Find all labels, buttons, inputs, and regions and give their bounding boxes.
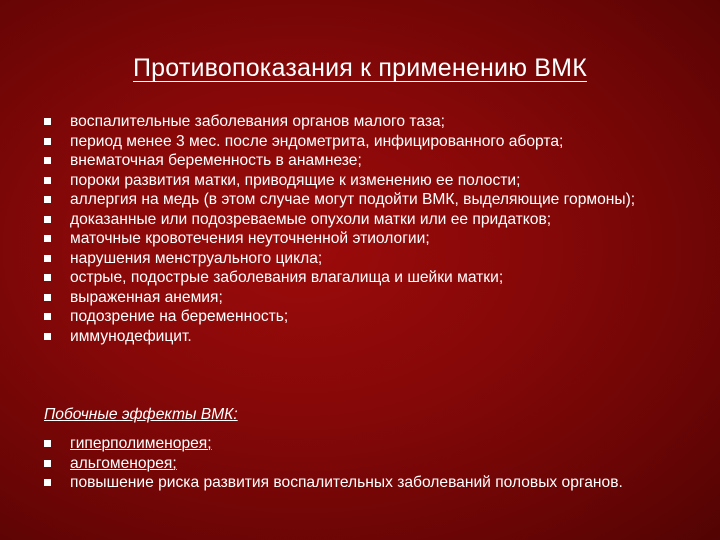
list-item: подозрение на беременность;: [44, 307, 644, 327]
list-item: доказанные или подозреваемые опухоли матки или ее придатков;: [44, 210, 644, 230]
list-item: повышение риска развития воспалительных заболеваний половых органов.: [44, 473, 644, 493]
list-item: внематочная беременность в анамнезе;: [44, 151, 644, 171]
contraindications-list: [44, 112, 644, 346]
slide-title: Противопоказания к применению ВМК: [133, 54, 587, 82]
list-item: аллергия на медь (в этом случае могут подойти ВМК, выделяющие гормоны);: [44, 190, 644, 210]
square-bullet-icon: [44, 460, 51, 467]
list-item: альгоменорея;: [44, 454, 644, 474]
square-bullet-icon: [44, 177, 51, 184]
list-item: воспалительные заболевания органов малого таза;: [44, 112, 644, 132]
square-bullet-icon: [44, 118, 51, 125]
list-item: гиперполименорея;: [44, 434, 644, 454]
square-bullet-icon: [44, 294, 51, 301]
square-bullet-icon: [44, 440, 51, 447]
list-item: острые, подострые заболевания влагалища и шейки матки;: [44, 268, 644, 288]
side-effects-list: [44, 434, 644, 493]
list-item: выраженная анемия;: [44, 288, 644, 308]
list-item: нарушения менструального цикла;: [44, 249, 644, 269]
square-bullet-icon: [44, 479, 51, 486]
list-item: период менее 3 мес. после эндометрита, инфицированного аборта;: [44, 132, 644, 152]
square-bullet-icon: [44, 274, 51, 281]
list-item: иммунодефицит.: [44, 327, 644, 347]
square-bullet-icon: [44, 235, 51, 242]
square-bullet-icon: [44, 138, 51, 145]
square-bullet-icon: [44, 255, 51, 262]
square-bullet-icon: [44, 313, 51, 320]
side-effects-heading: Побочные эффекты ВМК:: [44, 406, 238, 423]
list-item: маточные кровотечения неуточненной этиологии;: [44, 229, 644, 249]
square-bullet-icon: [44, 333, 51, 340]
square-bullet-icon: [44, 196, 51, 203]
square-bullet-icon: [44, 157, 51, 164]
list-item: пороки развития матки, приводящие к изменению ее полости;: [44, 171, 644, 191]
square-bullet-icon: [44, 216, 51, 223]
